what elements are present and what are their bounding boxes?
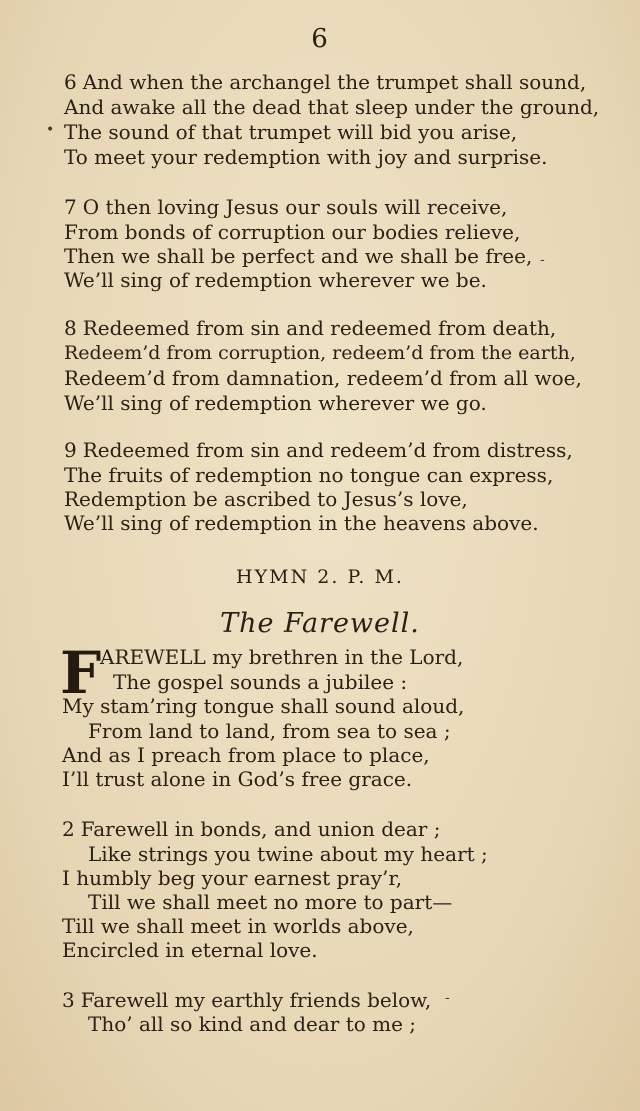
drop-cap: F bbox=[60, 639, 102, 707]
stanza-line: We’ll sing of redemption wherever we go. bbox=[64, 391, 487, 415]
stanza-line: From land to land, from sea to sea ; bbox=[88, 719, 451, 743]
stanza-line bbox=[64, 70, 586, 94]
verse-number: 8 bbox=[64, 316, 77, 340]
stanza-line bbox=[64, 316, 556, 340]
verse-number: 7 bbox=[64, 195, 77, 219]
stanza-line: Redeem’d from corruption, redeem’d from the earth, bbox=[64, 342, 576, 364]
stanza-line: Tho’ all so kind and dear to me ; bbox=[88, 1012, 417, 1036]
page-number: 6 bbox=[311, 24, 329, 54]
stanza-line: The sound of that trumpet will bid you arise, bbox=[64, 120, 518, 144]
stanza-line: The fruits of redemption no tongue can express, bbox=[64, 463, 554, 487]
verse-number: 3 bbox=[62, 988, 75, 1012]
verse-text: Redeemed from sin and redeem’d from distress, bbox=[82, 438, 573, 462]
hymn-title: The Farewell. bbox=[220, 608, 420, 639]
stanza-line: We’ll sing of redemption wherever we be. bbox=[64, 268, 487, 292]
stanza-line bbox=[62, 988, 431, 1012]
stanza-line: And as I preach from place to place, bbox=[62, 743, 430, 767]
stanza-line: From bonds of corruption our bodies relieve, bbox=[64, 220, 521, 244]
hymn-heading: HYMN 2. P. M. bbox=[236, 566, 404, 588]
stanza-line: The gospel sounds a jubilee : bbox=[113, 670, 408, 694]
stanza-line: Then we shall be perfect and we shall be free, bbox=[64, 244, 533, 268]
stanza-line bbox=[64, 195, 507, 219]
verse-text: Farewell in bonds, and union dear ; bbox=[80, 817, 441, 841]
stanza-line: Like strings you twine about my heart ; bbox=[88, 842, 488, 866]
stanza-line: Encircled in eternal love. bbox=[62, 938, 318, 962]
stanza-line: I’ll trust alone in God’s free grace. bbox=[62, 767, 413, 791]
stanza-line: Redeem’d from damnation, redeem’d from all woe, bbox=[64, 366, 582, 390]
ink-speck: - bbox=[540, 252, 545, 268]
stanza-line: Till we shall meet in worlds above, bbox=[62, 914, 414, 938]
verse-text: Farewell my earthly friends below, bbox=[80, 988, 432, 1012]
verse-number: 6 bbox=[64, 70, 77, 94]
verse-text: And when the archangel the trumpet shall sound, bbox=[82, 70, 587, 94]
verse-text: Redeemed from sin and redeemed from death, bbox=[82, 316, 557, 340]
stanza-line: Redemption be ascribed to Jesus’s love, bbox=[64, 487, 468, 511]
ink-speck: • bbox=[46, 122, 55, 138]
stanza-line: To meet your redemption with joy and surprise. bbox=[64, 145, 548, 169]
stanza-line bbox=[64, 438, 573, 462]
stanza-line: We’ll sing of redemption in the heavens above. bbox=[64, 511, 539, 535]
ink-speck: - bbox=[445, 990, 450, 1006]
stanza-line: And awake all the dead that sleep under the ground, bbox=[64, 95, 600, 119]
stanza-line bbox=[62, 817, 440, 841]
verse-text: O then loving Jesus our souls will receive, bbox=[82, 195, 508, 219]
stanza-line: Till we shall meet no more to part— bbox=[88, 890, 453, 914]
verse-number: 9 bbox=[64, 438, 77, 462]
stanza-line: AREWELL my brethren in the Lord, bbox=[100, 645, 464, 669]
stanza-line: I humbly beg your earnest pray’r, bbox=[62, 866, 403, 890]
stanza-line: My stam’ring tongue shall sound aloud, bbox=[62, 694, 465, 718]
verse-number: 2 bbox=[62, 817, 75, 841]
